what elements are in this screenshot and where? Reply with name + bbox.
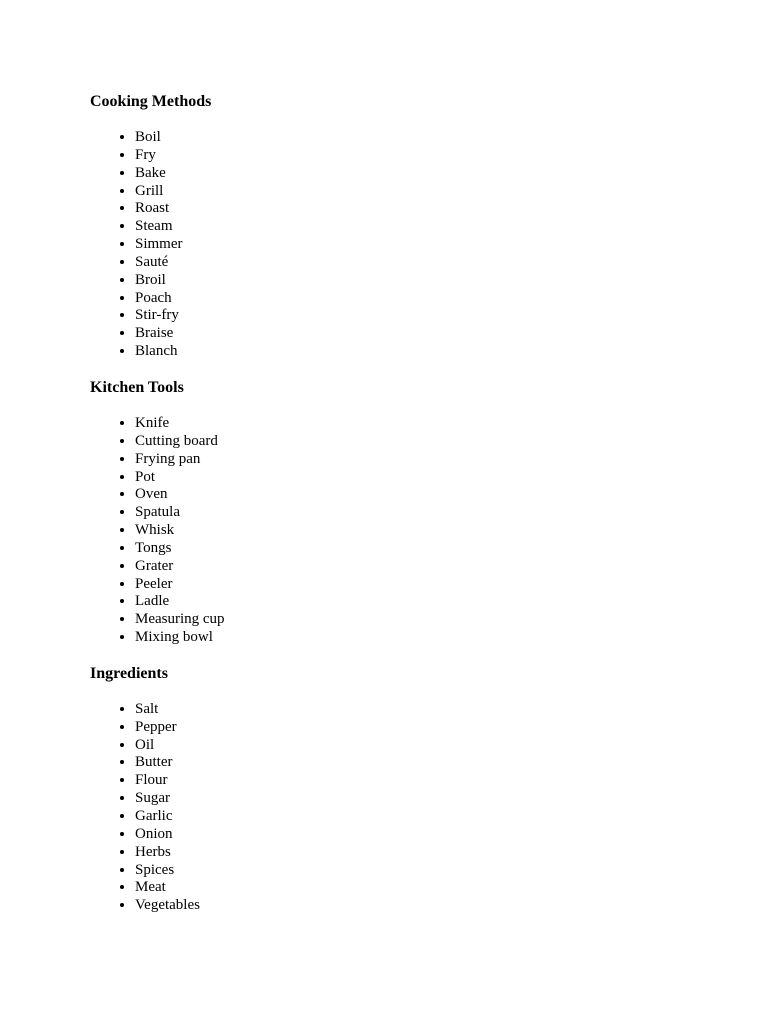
list-item: • Mixing bowl (135, 629, 690, 647)
list-item: • Cutting board (135, 433, 690, 451)
list-item: • Steam (135, 218, 690, 236)
section-heading: Ingredients (90, 664, 168, 682)
section-heading: Cooking Methods (90, 93, 212, 110)
list-item: • Vegetables (135, 897, 690, 915)
list-item: • Braise (135, 325, 690, 343)
list-item: • Broil (135, 272, 690, 290)
list-item: • Peeler (135, 576, 690, 594)
list-item: • Blanch (135, 343, 690, 361)
list-item: • Grater (135, 558, 690, 576)
list-item: • Whisk (135, 522, 690, 540)
section-kitchen-tools (90, 378, 690, 647)
list-item: • Ladle (135, 593, 690, 611)
list-item: • Butter (135, 754, 690, 772)
list-item: • Oil (135, 737, 690, 755)
list-item: • Fry (135, 147, 690, 165)
list-item: • Boil (135, 129, 690, 147)
list-item: • Pot (135, 469, 690, 487)
list-item: • Poach (135, 290, 690, 308)
section-ingredients (90, 664, 690, 915)
list-item: • Pepper (135, 719, 690, 737)
section-heading: Kitchen Tools (90, 378, 184, 396)
cooking-methods-list (90, 129, 690, 361)
list-item: • Grill (135, 183, 690, 201)
list-item: • Flour (135, 772, 690, 790)
list-item: • Simmer (135, 236, 690, 254)
list-item: • Knife (135, 415, 690, 433)
list-item: • Measuring cup (135, 611, 690, 629)
list-item: • Frying pan (135, 451, 690, 469)
ingredients-list (90, 701, 690, 915)
list-item: • Garlic (135, 808, 690, 826)
list-item: • Onion (135, 826, 690, 844)
list-item: • Sugar (135, 790, 690, 808)
list-item: • Sauté (135, 254, 690, 272)
list-item: • Stir-fry (135, 307, 690, 325)
list-item: • Spatula (135, 504, 690, 522)
document-page (90, 92, 690, 932)
kitchen-tools-list (90, 415, 690, 647)
list-item: • Meat (135, 879, 690, 897)
section-cooking-methods (90, 92, 690, 361)
list-item: • Oven (135, 486, 690, 504)
list-item: • Bake (135, 165, 690, 183)
list-item: • Salt (135, 701, 690, 719)
list-item: • Tongs (135, 540, 690, 558)
list-item: • Spices (135, 862, 690, 880)
list-item: • Herbs (135, 844, 690, 862)
list-item: • Roast (135, 200, 690, 218)
